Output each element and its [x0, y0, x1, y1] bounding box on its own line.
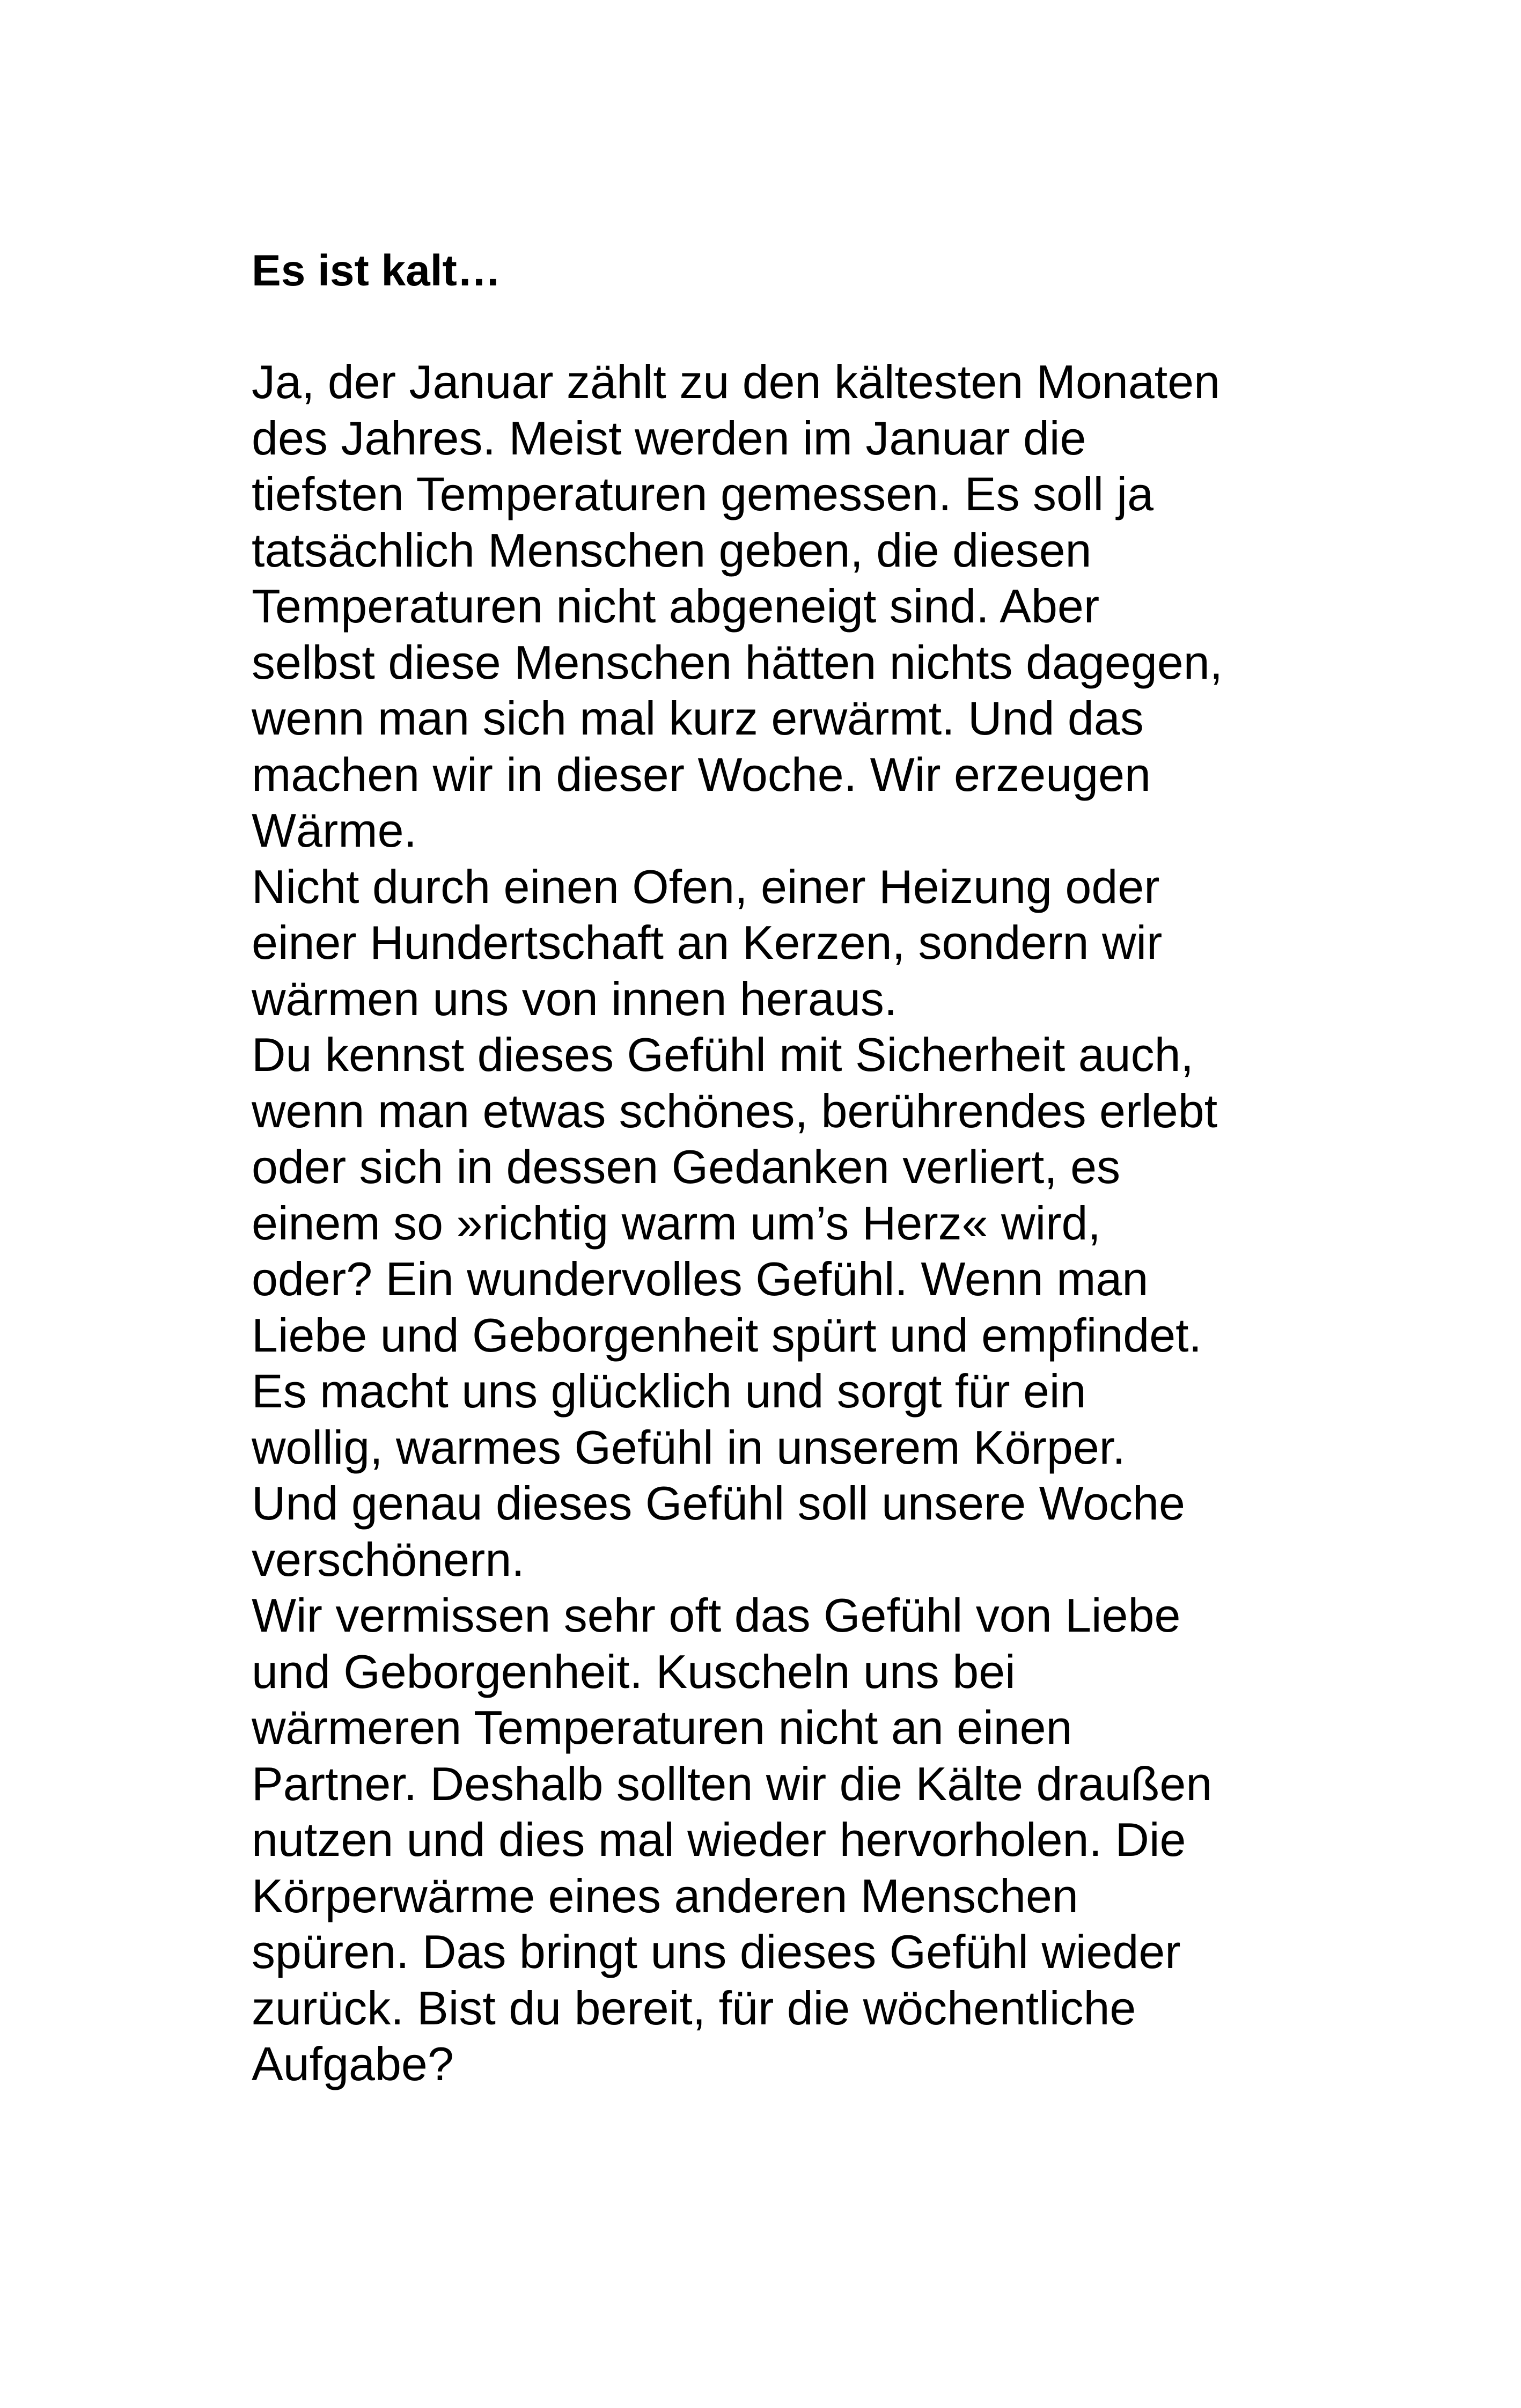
text-line: verschönern. — [252, 1532, 525, 1586]
text-line: Ja, der Januar zählt zu den kältesten Monaten — [252, 355, 1221, 408]
text-line: nutzen und dies mal wieder hervorholen. Die — [252, 1813, 1186, 1866]
text-line: Partner. Deshalb sollten wir die Kälte draußen — [252, 1757, 1213, 1810]
text-line: wärmen uns von innen heraus. — [252, 972, 898, 1025]
text-line: oder sich in dessen Gedanken verliert, es — [252, 1140, 1121, 1193]
text-line: des Jahres. Meist werden im Januar die — [252, 411, 1086, 465]
text-line: zurück. Bist du bereit, für die wöchentliche — [252, 1981, 1136, 2035]
text-line: tatsächlich Menschen geben, die diesen — [252, 523, 1092, 577]
body-text — [252, 354, 1325, 2093]
text-line: wärmeren Temperaturen nicht an einen — [252, 1701, 1072, 1754]
text-line: Wärme. — [252, 804, 417, 857]
document-body — [252, 241, 1325, 2093]
text-line: Wir vermissen sehr oft das Gefühl von Liebe — [252, 1589, 1181, 1642]
text-line: Temperaturen nicht abgeneigt sind. Aber — [252, 579, 1100, 633]
text-line: selbst diese Menschen hätten nichts dagegen, — [252, 635, 1223, 689]
text-line: oder? Ein wundervolles Gefühl. Wenn man — [252, 1252, 1149, 1305]
text-line: machen wir in dieser Woche. Wir erzeugen — [252, 747, 1151, 801]
text-line: Und genau dieses Gefühl soll unsere Woche — [252, 1477, 1185, 1530]
page-title: Es ist kalt… — [252, 246, 501, 295]
text-line: spüren. Das bringt uns dieses Gefühl wieder — [252, 1925, 1181, 1978]
text-line: Aufgabe? — [252, 2037, 454, 2090]
text-line: tiefsten Temperaturen gemessen. Es soll ja — [252, 467, 1154, 520]
text-line: Nicht durch einen Ofen, einer Heizung oder — [252, 860, 1160, 913]
text-line: Du kennst dieses Gefühl mit Sicherheit auch, — [252, 1028, 1194, 1081]
text-line: und Geborgenheit. Kuscheln uns bei — [252, 1645, 1016, 1698]
text-line: Liebe und Geborgenheit spürt und empfindet. — [252, 1308, 1202, 1362]
text-line: Körperwärme eines anderen Menschen — [252, 1869, 1078, 1922]
text-line: einer Hundertschaft an Kerzen, sondern wir — [252, 916, 1163, 969]
text-line: wenn man sich mal kurz erwärmt. Und das — [252, 692, 1144, 745]
text-line: wenn man etwas schönes, berührendes erlebt — [252, 1084, 1218, 1137]
text-line: einem so »richtig warm um’s Herz« wird, — [252, 1196, 1101, 1250]
text-line: Es macht uns glücklich und sorgt für ein — [252, 1364, 1086, 1418]
text-line: wollig, warmes Gefühl in unserem Körper. — [252, 1420, 1126, 1474]
title-spacer — [252, 300, 1325, 354]
